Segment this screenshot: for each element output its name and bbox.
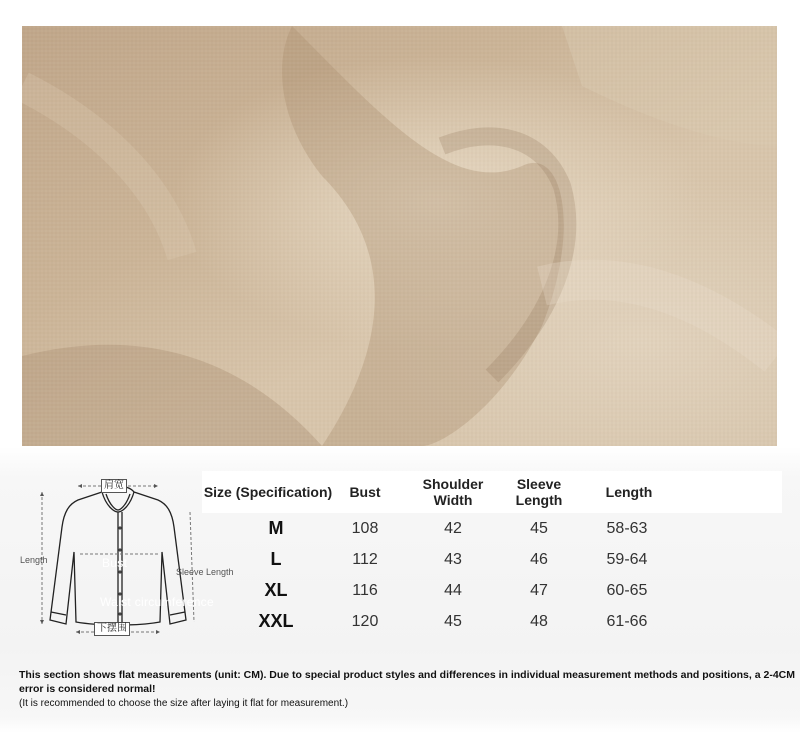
cell-sleeve: 46	[530, 550, 548, 568]
fabric-photo	[22, 26, 777, 446]
cell-bust: 120	[351, 612, 379, 630]
table-row	[202, 575, 782, 606]
cell-shoulder: 42	[444, 519, 462, 537]
table-row	[202, 544, 782, 575]
table-header	[202, 471, 782, 513]
cell-shoulder: 43	[444, 550, 462, 568]
note-measurement: This section shows flat measurements (unit: CM). Due to special product styles and differences in individual measurement methods and positions, a 2-4CM error is considered normal!	[19, 669, 795, 695]
header-length: Length	[605, 484, 653, 500]
table-row	[202, 513, 782, 544]
header-sleeve: Sleeve Length	[515, 476, 563, 508]
cell-bust: 112	[352, 550, 378, 568]
cell-length: 60-65	[606, 581, 648, 599]
measurement-notes	[19, 668, 799, 711]
note-recommendation: (It is recommended to choose the size after laying it flat for measurement.)	[19, 698, 349, 709]
cell-sleeve: 45	[530, 519, 548, 537]
cell-shoulder: 44	[444, 581, 462, 599]
cell-length: 59-64	[606, 550, 648, 568]
header-size: Size (Specification)	[203, 484, 333, 500]
size-table	[202, 471, 782, 637]
cell-length: 61-66	[606, 612, 648, 630]
cell-size: XXL	[258, 611, 294, 631]
waist-label: Waist circumference	[100, 595, 214, 609]
cell-bust: 116	[352, 581, 378, 599]
hem-circumference-tag: 下摆围	[94, 622, 130, 636]
shoulder-width-tag: 肩宽	[101, 479, 127, 493]
header-bust: Bust	[349, 484, 381, 500]
size-section	[0, 447, 800, 733]
cell-length: 58-63	[606, 519, 648, 537]
cell-bust: 108	[351, 519, 379, 537]
cell-sleeve: 47	[530, 581, 548, 599]
table-row	[202, 606, 782, 637]
cell-size: L	[270, 549, 282, 569]
cell-size: XL	[264, 580, 288, 600]
cell-size: M	[268, 518, 284, 538]
cell-sleeve: 48	[530, 612, 548, 630]
header-shoulder: Shoulder Width	[422, 476, 484, 508]
bust-label: Bust	[102, 556, 128, 570]
sleeve-length-label: Sleeve Length	[176, 567, 234, 577]
cell-shoulder: 45	[444, 612, 462, 630]
length-label: Length	[20, 555, 48, 565]
